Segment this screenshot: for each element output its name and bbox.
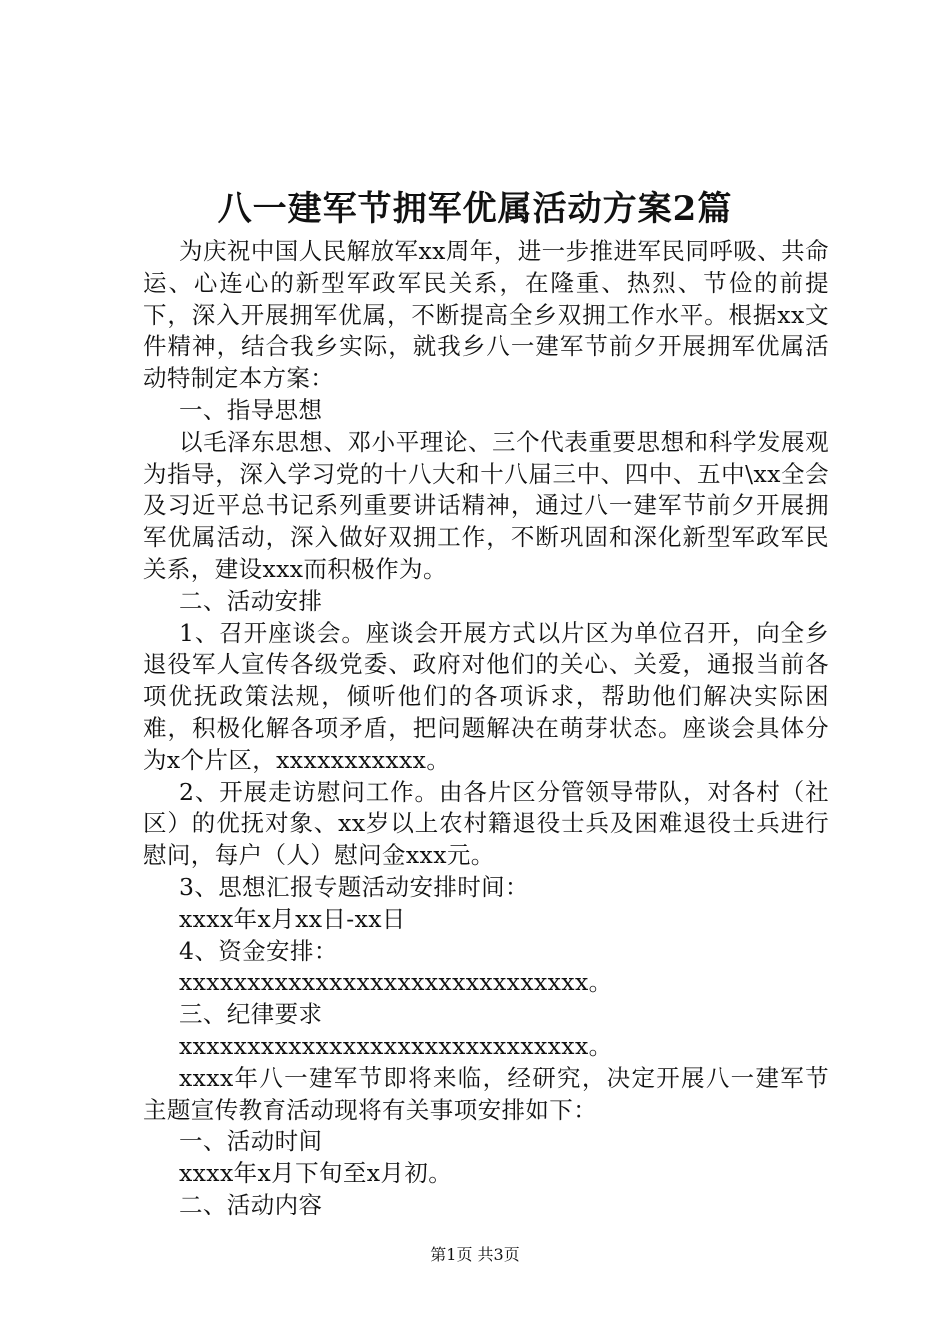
- paragraph: 以毛泽东思想、邓小平理论、三个代表重要思想和科学发展观为指导，深入学习党的十八大和十八届三中、四中、五中\xx全会及习近平总书记系列重要讲话精神，通过八一建军节前夕开展拥军优属活动，深入做好双拥工作，不断巩固和深化新型军政军民关系，建设xxx而积极作为。: [143, 427, 829, 583]
- paragraph: 2、开展走访慰问工作。由各片区分管领导带队，对各村（社区）的优抚对象、xx岁以上农村籍退役士兵及困难退役士兵进行慰问，每户（人）慰问金xxx元。: [143, 777, 829, 870]
- document-body: [143, 236, 829, 1222]
- paragraph: xxxx年x月xx日-xx日: [179, 904, 406, 933]
- section-heading: 一、活动时间: [179, 1127, 323, 1156]
- section-heading: 二、活动内容: [179, 1190, 323, 1219]
- page-number-footer: 第1页 共3页: [430, 1245, 520, 1264]
- paragraph: 4、资金安排：: [179, 936, 338, 965]
- paragraph: xxxx年x月下旬至x月初。: [179, 1159, 453, 1188]
- paragraph: xxxxxxxxxxxxxxxxxxxxxxxxxxxxxx。: [179, 968, 613, 997]
- paragraph: xxxxxxxxxxxxxxxxxxxxxxxxxxxxxx。: [179, 1031, 613, 1060]
- section-heading: 一、指导思想: [179, 395, 323, 424]
- document-title: 八一建军节拥军优属活动方案2篇: [217, 189, 733, 229]
- paragraph: 为庆祝中国人民解放军xx周年，进一步推进军民同呼吸、共命运、心连心的新型军政军民关系，在隆重、热烈、节俭的前提下，深入开展拥军优属，不断提高全乡双拥工作水平。根据xx文件精神，结合我乡实际，就我乡八一建军节前夕开展拥军优属活动特制定本方案：: [143, 237, 829, 393]
- section-heading: 三、纪律要求: [179, 1000, 323, 1029]
- paragraph: xxxx年八一建军节即将来临，经研究，决定开展八一建军节主题宣传教育活动现将有关事项安排如下：: [143, 1063, 829, 1124]
- paragraph: 1、召开座谈会。座谈会开展方式以片区为单位召开，向全乡退役军人宣传各级党委、政府对他们的关心、关爱，通报当前各项优抚政策法规，倾听他们的各项诉求，帮助他们解决实际困难，积极化解各项矛盾，把问题解决在萌芽状态。座谈会具体分为x个片区，xxxxxxxxxxx。: [143, 618, 829, 774]
- section-heading: 二、活动安排: [179, 586, 323, 615]
- paragraph: 3、思想汇报专题活动安排时间：: [179, 872, 529, 901]
